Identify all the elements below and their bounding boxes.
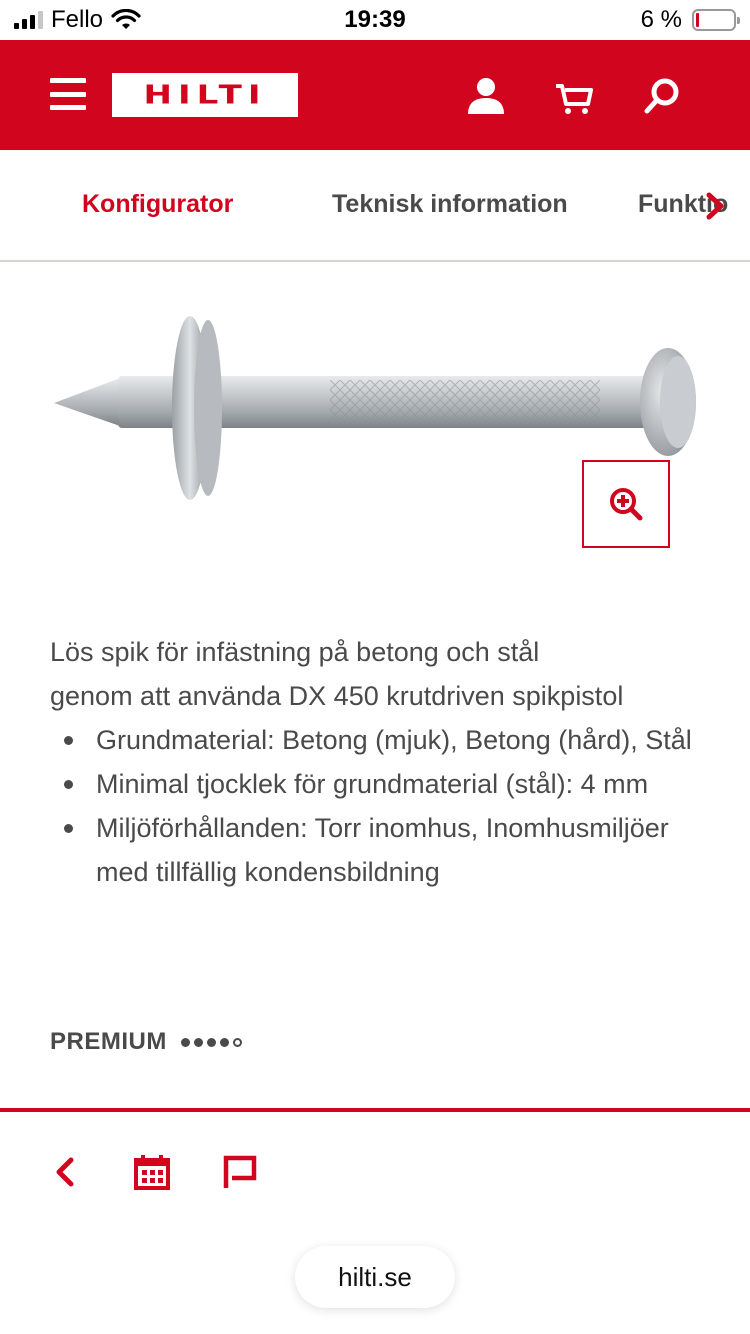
- hilti-logo[interactable]: [112, 73, 298, 117]
- tab-teknisk-information[interactable]: Teknisk information: [332, 190, 568, 218]
- rating-dot-filled: [181, 1038, 190, 1047]
- description-intro-line-2: genom att använda DX 450 krutdriven spikpistol: [50, 681, 624, 711]
- user-icon[interactable]: [464, 74, 508, 118]
- battery-level: [696, 13, 699, 27]
- tab-funktio[interactable]: Funktio: [638, 190, 729, 218]
- cart-icon[interactable]: [552, 74, 596, 118]
- url-text: hilti.se: [338, 1261, 412, 1292]
- calendar-icon[interactable]: [132, 1152, 172, 1192]
- rating-dots: [181, 1038, 242, 1047]
- menu-icon[interactable]: [50, 78, 86, 110]
- feature-list: [50, 718, 710, 894]
- logo-text: HILTI: [143, 80, 267, 110]
- rating-dot-filled: [207, 1038, 216, 1047]
- tab-konfigurator[interactable]: Konfigurator: [82, 190, 234, 218]
- premium-label: PREMIUM: [50, 1028, 167, 1055]
- zoom-button[interactable]: [582, 460, 670, 548]
- battery-icon: [692, 9, 736, 31]
- search-icon[interactable]: [640, 74, 684, 118]
- feature-item: Minimal tjocklek för grundmaterial (stål): 4 mm: [50, 762, 710, 806]
- status-bar: [0, 0, 750, 40]
- rating-dot-filled: [194, 1038, 203, 1047]
- chat-flag-icon[interactable]: [220, 1152, 260, 1192]
- premium-rating: [50, 1028, 242, 1056]
- zoom-in-icon: [606, 484, 646, 524]
- back-arrow-icon[interactable]: [46, 1152, 86, 1192]
- bottom-bar: [0, 1108, 750, 1334]
- status-right: [641, 6, 736, 34]
- url-bar[interactable]: [295, 1246, 455, 1308]
- rating-dot-empty: [233, 1038, 242, 1047]
- product-description: [50, 630, 710, 894]
- feature-item: Grundmaterial: Betong (mjuk), Betong (hård), Stål: [50, 718, 710, 762]
- chevron-right-icon[interactable]: [704, 192, 726, 220]
- battery-percent: 6 %: [640, 6, 682, 33]
- description-intro-line-1: Lös spik för infästning på betong och stål: [50, 637, 540, 667]
- rating-dot-filled: [220, 1038, 229, 1047]
- carrier-name: Fello: [51, 6, 104, 33]
- feature-item: Miljöförhållanden: Torr inomhus, Inomhusmiljöer med tillfällig kondensbildning: [50, 806, 710, 894]
- status-time: 19:39: [344, 6, 406, 33]
- product-tabs: [0, 150, 750, 262]
- site-header: [0, 40, 750, 150]
